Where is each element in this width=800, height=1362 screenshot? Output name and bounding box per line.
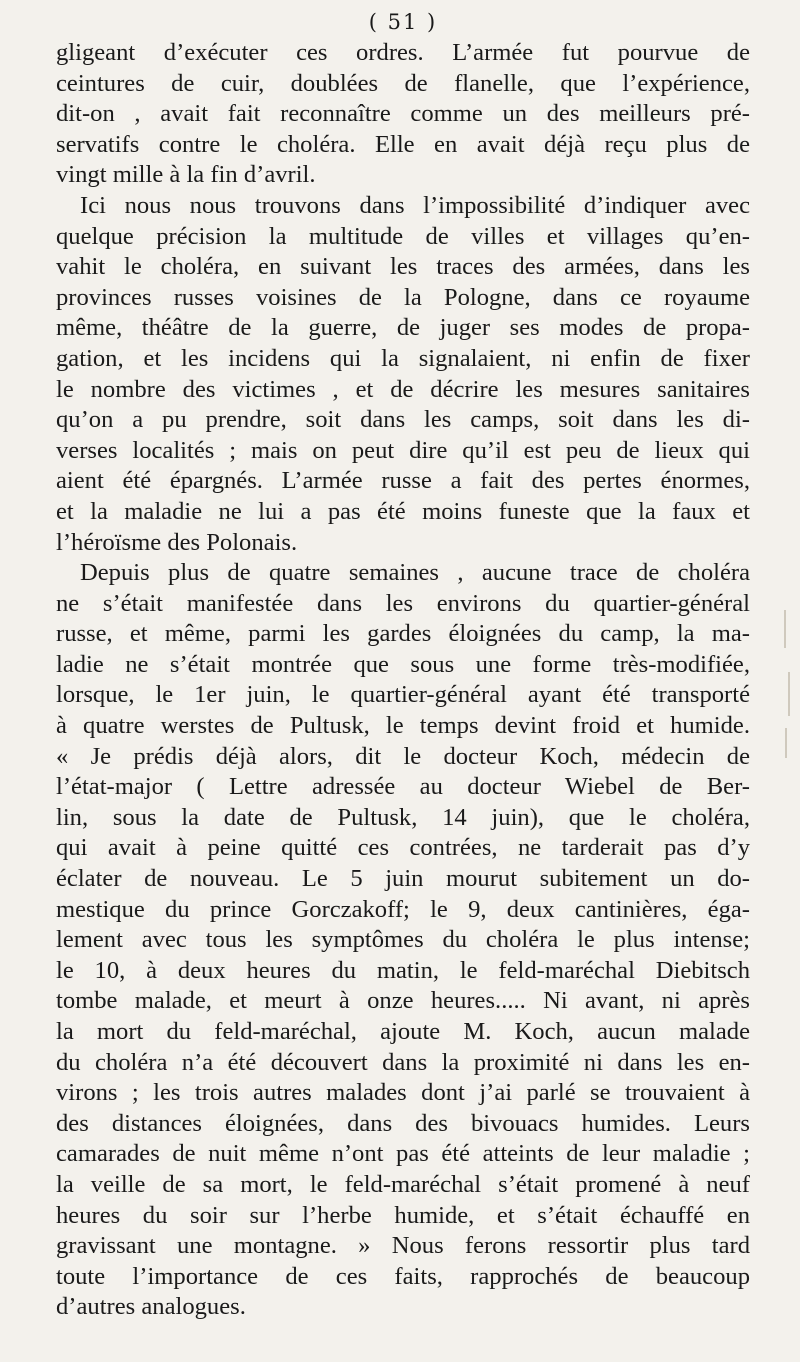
body-text [56, 38, 750, 1323]
page-number: ( 51 ) [368, 10, 438, 34]
text-line: le nombre des victimes , et de décrire les mesures sanitaires [56, 375, 750, 403]
text-line: lement avec tous les symptômes du choléra le plus intense; [56, 926, 750, 954]
text-line: mestique du prince Gorczakoff; le 9, deux cantinières, éga- [56, 895, 750, 923]
text-line: lorsque, le 1er juin, le quartier-général ayant été transporté [56, 681, 750, 709]
text-line: vingt mille à la fin d’avril. [56, 161, 316, 189]
text-line: l’héroïsme des Polonais. [56, 528, 298, 556]
text-line: toute l’importance de ces faits, rapprochés de beaucoup [56, 1262, 750, 1290]
text-line: heures du soir sur l’herbe humide, et s’était échauffé en [56, 1201, 750, 1229]
text-line: servatifs contre le choléra. Elle en avait déjà reçu plus de [56, 130, 750, 158]
text-line: camarades de nuit même n’ont pas été atteints de leur maladie ; [56, 1140, 750, 1168]
text-line: le 10, à deux heures du matin, le feld-maréchal Diebitsch [56, 956, 750, 984]
text-line: aient été épargnés. L’armée russe a fait des pertes énormes, [56, 467, 750, 495]
text-line: Depuis plus de quatre semaines , aucune trace de choléra [80, 559, 750, 587]
text-line: gravissant une montagne. » Nous ferons ressortir plus tard [56, 1232, 750, 1260]
text-line: provinces russes voisines de la Pologne, dans ce royaume [56, 283, 750, 311]
text-line: et la maladie ne lui a pas été moins funeste que la faux et [56, 497, 750, 525]
text-line: gation, et les incidens qui la signalaient, ni enfin de fixer [56, 344, 750, 372]
text-line: verses localités ; mais on peut dire qu’il est peu de lieux qui [56, 436, 750, 464]
text-line: gligeant d’exécuter ces ordres. L’armée fut pourvue de [56, 39, 750, 66]
text-line: russe, et même, parmi les gardes éloignées du camp, la ma- [56, 620, 750, 648]
text-line: Ici nous nous trouvons dans l’impossibilité d’indiquer avec [80, 191, 750, 219]
text-line: qu’on a pu prendre, soit dans les camps, soit dans les di- [56, 406, 750, 434]
text-line: lin, sous la date de Pultusk, 14 juin), que le choléra, [56, 803, 750, 831]
text-line: vahit le choléra, en suivant les traces des armées, dans les [56, 253, 750, 281]
text-line: la mort du feld-maréchal, ajoute M. Koch, aucun malade [56, 1018, 750, 1045]
page-edge-marks [780, 610, 794, 760]
text-line: ladie ne s’était montrée que sous une forme très-modifiée, [56, 650, 750, 678]
text-line: la veille de sa mort, le feld-maréchal s’était promené à neuf [56, 1170, 750, 1198]
text-line: éclater de nouveau. Le 5 juin mourut subitement un do- [56, 865, 750, 893]
text-line: ceintures de cuir, doublées de flanelle, que l’expérience, [56, 69, 750, 97]
text-line: du choléra n’a été découvert dans la proximité ni dans les en- [56, 1048, 750, 1076]
text-line: ne s’était manifestée dans les environs du quartier-général [56, 589, 750, 617]
text-line: même, théâtre de la guerre, de juger ses modes de propa- [56, 314, 750, 342]
text-line: « Je prédis déjà alors, dit le docteur Koch, médecin de [56, 742, 750, 770]
text-line: dit-on , avait fait reconnaître comme un des meilleurs pré- [56, 100, 750, 128]
text-line: tombe malade, et meurt à onze heures..... Ni avant, ni après [56, 987, 750, 1015]
text-line: virons ; les trois autres malades dont j’ai parlé se trouvaient à [56, 1079, 750, 1107]
text-line: l’état-major ( Lettre adressée au docteur Wiebel de Ber- [56, 773, 750, 801]
text-line: qui avait à peine quitté ces contrées, ne tarderait pas d’y [56, 834, 750, 862]
text-line: quelque précision la multitude de villes et villages qu’en- [56, 222, 750, 250]
text-line: d’autres analogues. [56, 1293, 246, 1321]
text-line: des distances éloignées, dans des bivouacs humides. Leurs [56, 1109, 750, 1137]
text-line: à quatre werstes de Pultusk, le temps devint froid et humide. [56, 712, 750, 740]
